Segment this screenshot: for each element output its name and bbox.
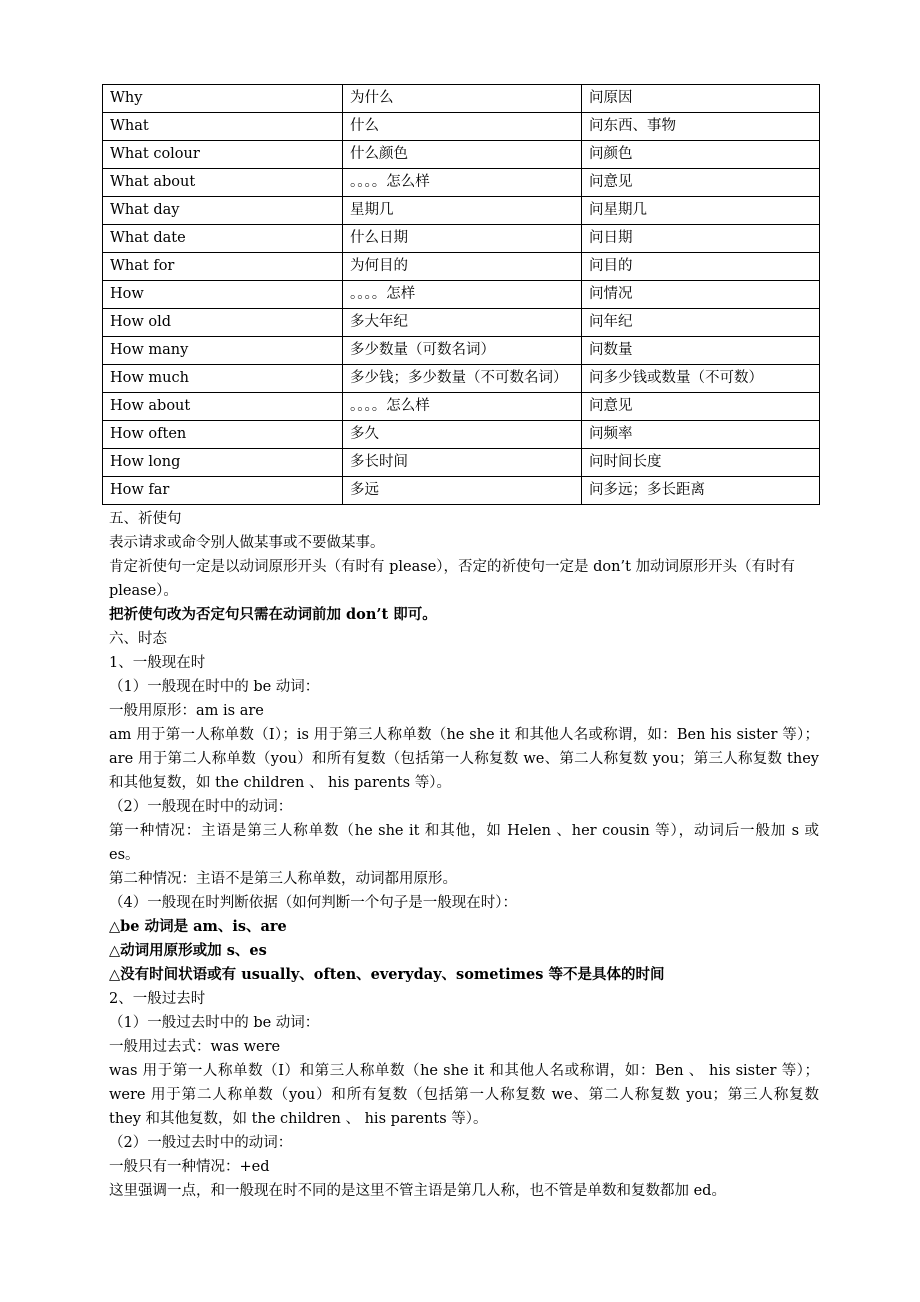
body-text: [102, 507, 819, 1203]
table-row: [103, 197, 820, 225]
usage-cell: 问日期: [582, 225, 820, 253]
table-row: [103, 141, 820, 169]
paragraph: 肯定祈使句一定是以动词原形开头（有时有 please），否定的祈使句一定是 don’t 加动词原形开头（有时有 please）。: [109, 559, 796, 599]
usage-cell: 问原因: [582, 85, 820, 113]
meaning-cell: 为什么: [343, 85, 582, 113]
table-row: [103, 309, 820, 337]
usage-cell: 问意见: [582, 169, 820, 197]
paragraph: 表示请求或命令别人做某事或不要做某事。: [109, 535, 385, 551]
table-row: [103, 113, 820, 141]
subheading: 1、一般现在时: [109, 655, 206, 671]
question-word-cell: How old: [103, 309, 343, 337]
meaning-cell: 星期几: [343, 197, 582, 225]
question-word-cell: How many: [103, 337, 343, 365]
question-word-cell: How far: [103, 477, 343, 505]
table-row: [103, 281, 820, 309]
table-row: [103, 225, 820, 253]
usage-cell: 问颜色: [582, 141, 820, 169]
question-word-cell: What date: [103, 225, 343, 253]
question-word-cell: How about: [103, 393, 343, 421]
meaning-cell: 多久: [343, 421, 582, 449]
bold-bullet: △没有时间状语或有 usually、often、everyday、sometimes 等不是具体的时间: [109, 966, 665, 983]
question-word-cell: Why: [103, 85, 343, 113]
table-row: [103, 421, 820, 449]
usage-cell: 问目的: [582, 253, 820, 281]
usage-cell: 问东西、事物: [582, 113, 820, 141]
meaning-cell: 什么: [343, 113, 582, 141]
meaning-cell: 多大年纪: [343, 309, 582, 337]
meaning-cell: 什么颜色: [343, 141, 582, 169]
meaning-cell: 多少数量（可数名词）: [343, 337, 582, 365]
usage-cell: 问数量: [582, 337, 820, 365]
paragraph: 一般用过去式：was were: [109, 1039, 281, 1055]
meaning-cell: 多少钱；多少数量（不可数名词）: [343, 365, 582, 393]
table-row: [103, 169, 820, 197]
subheading: 2、一般过去时: [109, 991, 206, 1007]
question-word-cell: How much: [103, 365, 343, 393]
subheading: （2）一般现在时中的动词：: [109, 799, 293, 815]
usage-cell: 问多少钱或数量（不可数）: [582, 365, 820, 393]
paragraph: 一般只有一种情况：+ed: [109, 1159, 270, 1175]
usage-cell: 问年纪: [582, 309, 820, 337]
question-word-table: [102, 84, 820, 505]
document-page: [102, 84, 819, 1203]
usage-cell: 问意见: [582, 393, 820, 421]
usage-cell: 问星期几: [582, 197, 820, 225]
section-heading-imperative: 五、祈使句: [109, 511, 182, 527]
usage-cell: 问多远；多长距离: [582, 477, 820, 505]
bold-note: 把祈使句改为否定句只需在动词前加 don’t 即可。: [109, 606, 437, 623]
question-word-cell: What day: [103, 197, 343, 225]
subheading: （1）一般现在时中的 be 动词：: [109, 679, 320, 695]
question-word-cell: What for: [103, 253, 343, 281]
meaning-cell: 什么日期: [343, 225, 582, 253]
table-row: [103, 393, 820, 421]
meaning-cell: 。。。。怎么样: [343, 169, 582, 197]
paragraph: 一般用原形：am is are: [109, 703, 264, 719]
table-row: [103, 337, 820, 365]
paragraph: was 用于第一人称单数（I）和第三人称单数（he she it 和其他人名或称谓，如：Ben 、 his sister 等）；were 用于第二人称单数（you）和所有复数（包括第一人称复数 we、第二人称复数 you；第三人称复数 they 和其他复数，如 the children 、 his parents 等）。: [109, 1063, 819, 1127]
meaning-cell: 。。。。怎么样: [343, 393, 582, 421]
table-row: [103, 253, 820, 281]
paragraph: 第二种情况：主语不是第三人称单数，动词都用原形。: [109, 871, 457, 887]
section-heading-tense: 六、时态: [109, 631, 167, 647]
usage-cell: 问频率: [582, 421, 820, 449]
paragraph: 第一种情况：主语是第三人称单数（he she it 和其他，如 Helen 、her cousin 等），动词后一般加 s 或 es。: [109, 823, 819, 863]
usage-cell: 问情况: [582, 281, 820, 309]
table-row: [103, 477, 820, 505]
table-row: [103, 449, 820, 477]
table-row: [103, 365, 820, 393]
subheading: （1）一般过去时中的 be 动词：: [109, 1015, 320, 1031]
meaning-cell: 。。。。怎样: [343, 281, 582, 309]
question-word-cell: What: [103, 113, 343, 141]
subheading: （2）一般过去时中的动词：: [109, 1135, 293, 1151]
question-word-cell: What about: [103, 169, 343, 197]
usage-cell: 问时间长度: [582, 449, 820, 477]
question-word-cell: How: [103, 281, 343, 309]
bold-bullet: △be 动词是 am、is、are: [109, 918, 287, 935]
question-word-cell: What colour: [103, 141, 343, 169]
paragraph: am 用于第一人称单数（I）；is 用于第三人称单数（he she it 和其他人名或称谓，如：Ben his sister 等）；are 用于第二人称单数（you）和所有复数（包括第一人称复数 we、第二人称复数 you；第三人称复数 they 和其他复数，如 the children 、 his parents 等）。: [109, 727, 819, 791]
subheading: （4）一般现在时判断依据（如何判断一个句子是一般现在时）：: [109, 895, 517, 911]
question-word-cell: How often: [103, 421, 343, 449]
meaning-cell: 多长时间: [343, 449, 582, 477]
table-row: [103, 85, 820, 113]
paragraph: 这里强调一点，和一般现在时不同的是这里不管主语是第几人称，也不管是单数和复数都加 ed。: [109, 1183, 726, 1199]
bold-bullet: △动词用原形或加 s、es: [109, 942, 267, 959]
meaning-cell: 多远: [343, 477, 582, 505]
meaning-cell: 为何目的: [343, 253, 582, 281]
question-word-cell: How long: [103, 449, 343, 477]
